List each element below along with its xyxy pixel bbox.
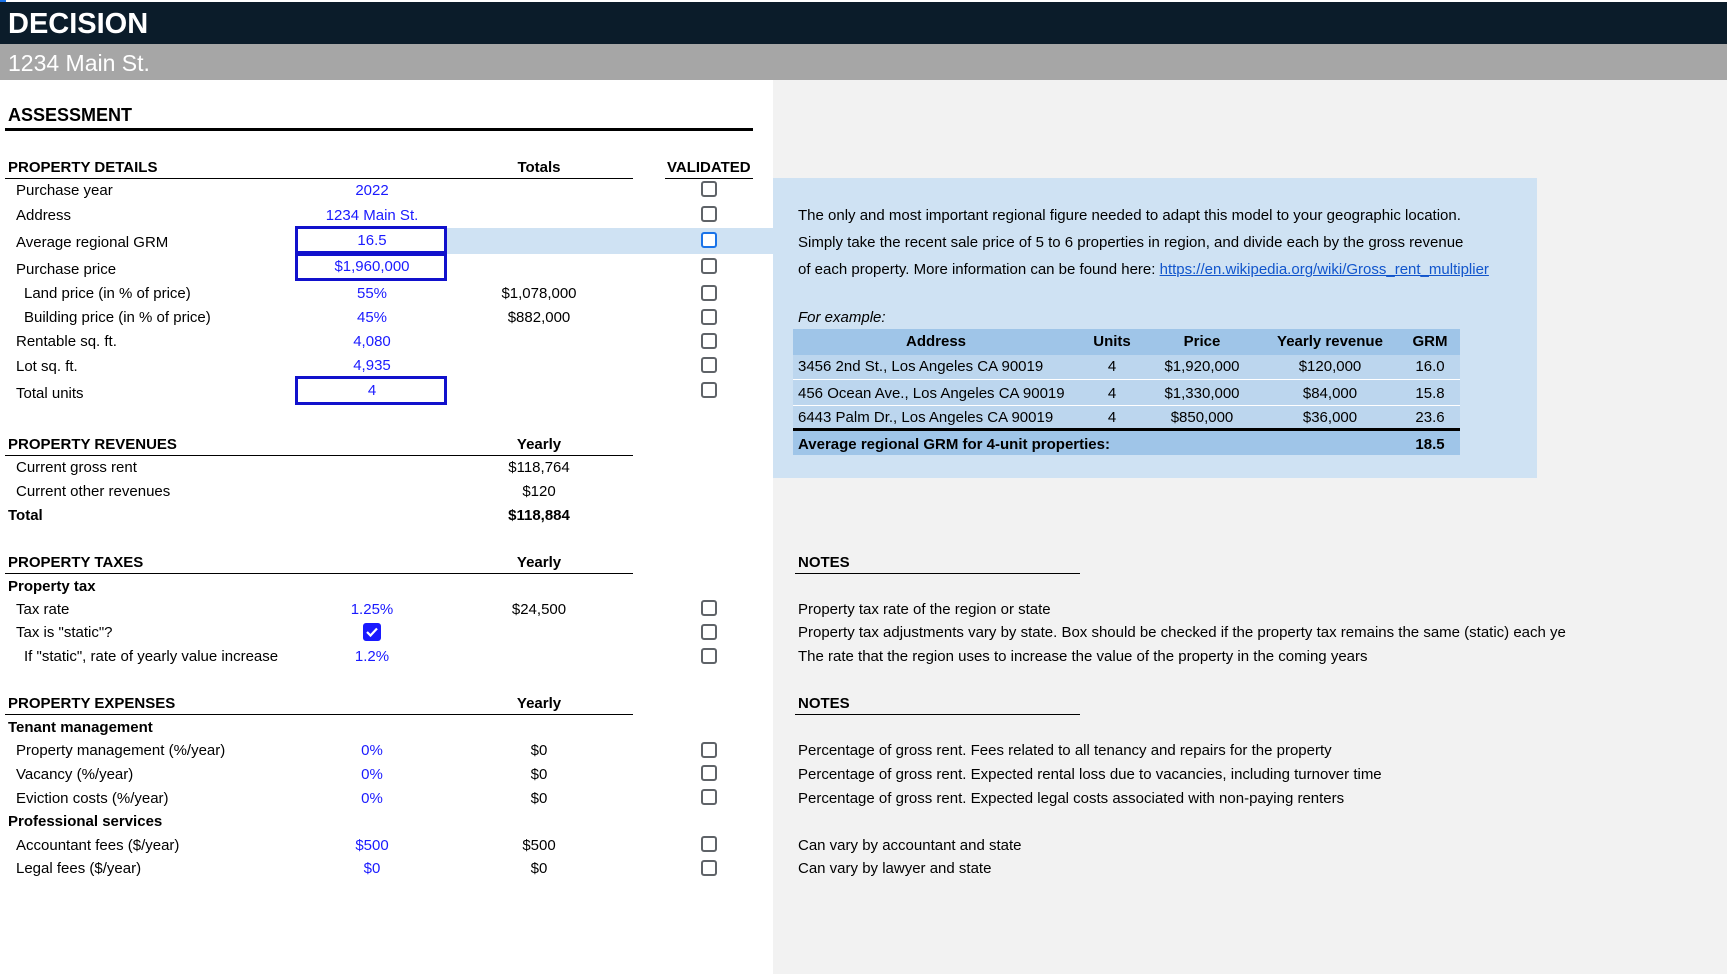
example-row-units: 4 xyxy=(1107,358,1117,375)
assessment-title: ASSESSMENT xyxy=(8,105,133,125)
purchase-year-input[interactable]: 2022 xyxy=(355,182,389,199)
expenses-yearly-header: Yearly xyxy=(516,695,562,712)
grm-wiki-link[interactable]: https://en.wikipedia.org/wiki/Gross_rent_multiplier xyxy=(1159,261,1489,278)
header-bar xyxy=(0,2,1727,44)
notes-taxes-heading: NOTES xyxy=(798,554,850,571)
validated-checkbox[interactable] xyxy=(701,258,717,274)
purchase-price-input[interactable]: $1,960,000 xyxy=(334,258,410,275)
validated-checkbox[interactable] xyxy=(701,789,717,805)
row-label-accountant: Accountant fees ($/year) xyxy=(16,837,180,854)
validated-checkbox[interactable] xyxy=(701,181,717,197)
validated-checkbox[interactable] xyxy=(701,333,717,349)
row-label-lot-sqft: Lot sq. ft. xyxy=(16,358,78,375)
row-label-purchase-price: Purchase price xyxy=(16,261,117,278)
other-revenues-total: $120 xyxy=(522,483,556,500)
professional-services-subheading: Professional services xyxy=(8,813,163,830)
gross-rent-total: $118,764 xyxy=(508,459,570,476)
note-vacancy: Percentage of gross rent. Expected rental loss due to vacancies, including turnover time xyxy=(798,766,1382,783)
revenues-heading: PROPERTY REVENUES xyxy=(8,436,177,453)
page-title: DECISION xyxy=(8,8,149,40)
property-management-input[interactable]: 0% xyxy=(361,742,383,759)
example-row-units: 4 xyxy=(1107,385,1117,402)
example-col-grm: GRM xyxy=(1412,333,1448,350)
building-price-input[interactable]: 45% xyxy=(356,309,388,326)
eviction-total: $0 xyxy=(530,790,548,807)
validated-checkbox[interactable] xyxy=(701,648,717,664)
details-rule xyxy=(5,178,633,179)
validated-checkbox[interactable] xyxy=(701,309,717,325)
tax-rate-total: $24,500 xyxy=(511,601,567,618)
total-units-input[interactable]: 4 xyxy=(367,382,377,399)
vacancy-input[interactable]: 0% xyxy=(361,766,383,783)
taxes-heading: PROPERTY TAXES xyxy=(8,554,144,571)
note-eviction: Percentage of gross rent. Expected legal costs associated with non-paying renters xyxy=(798,790,1345,807)
example-label: For example: xyxy=(798,309,886,326)
notes-taxes-rule xyxy=(795,573,1080,574)
validated-checkbox[interactable] xyxy=(701,860,717,876)
validated-checkbox[interactable] xyxy=(701,742,717,758)
validated-checkbox[interactable] xyxy=(701,382,717,398)
validated-checkbox[interactable] xyxy=(701,765,717,781)
validated-checkbox[interactable] xyxy=(701,357,717,373)
assessment-rule xyxy=(5,128,753,131)
validated-header: VALIDATED xyxy=(667,159,751,176)
validated-rule xyxy=(665,178,753,179)
property-details-heading: PROPERTY DETAILS xyxy=(8,159,158,176)
row-label-purchase-year: Purchase year xyxy=(16,182,113,199)
checkmark-icon xyxy=(365,625,379,639)
subheader-bar xyxy=(0,44,1727,80)
grm-info-line-3 xyxy=(798,261,1489,279)
row-label-gross-rent: Current gross rent xyxy=(16,459,137,476)
validated-checkbox[interactable] xyxy=(701,836,717,852)
rentable-sqft-input[interactable]: 4,080 xyxy=(353,333,391,350)
example-row-grm: 23.6 xyxy=(1415,409,1445,426)
row-label-tax-rate: Tax rate xyxy=(16,601,70,618)
expenses-rule xyxy=(5,714,633,715)
revenues-rule xyxy=(5,455,633,456)
row-label-other-revenues: Current other revenues xyxy=(16,483,171,500)
example-row-address: 456 Ocean Ave., Los Angeles CA 90019 xyxy=(798,385,1065,402)
note-property-management: Percentage of gross rent. Fees related to all tenancy and repairs for the property xyxy=(798,742,1332,759)
taxes-yearly-header: Yearly xyxy=(516,554,562,571)
address-input[interactable]: 1234 Main St. xyxy=(325,207,419,224)
grm-info-line-1: The only and most important regional figure needed to adapt this model to your geographic location. xyxy=(798,207,1461,224)
validated-checkbox[interactable] xyxy=(701,600,717,616)
legal-input[interactable]: $0 xyxy=(363,860,381,877)
note-legal: Can vary by lawyer and state xyxy=(798,860,992,877)
validated-checkbox[interactable] xyxy=(701,206,717,222)
example-row-grm: 16.0 xyxy=(1415,358,1445,375)
revenues-total-value: $118,884 xyxy=(508,507,570,524)
example-row-units: 4 xyxy=(1107,409,1117,426)
example-row-revenue: $84,000 xyxy=(1302,385,1358,402)
building-price-total: $882,000 xyxy=(507,309,571,326)
property-management-total: $0 xyxy=(530,742,548,759)
row-label-building-price: Building price (in % of price) xyxy=(24,309,211,326)
example-row-revenue: $120,000 xyxy=(1298,358,1362,375)
land-price-input[interactable]: 55% xyxy=(356,285,388,302)
revenues-yearly-header: Yearly xyxy=(516,436,562,453)
validated-checkbox[interactable] xyxy=(701,624,717,640)
example-row-divider xyxy=(793,405,1460,406)
example-row-price: $1,920,000 xyxy=(1164,358,1240,375)
tax-rate-input[interactable]: 1.25% xyxy=(350,601,394,618)
row-label-eviction: Eviction costs (%/year) xyxy=(16,790,169,807)
land-price-total: $1,078,000 xyxy=(501,285,577,302)
vacancy-total: $0 xyxy=(530,766,548,783)
example-row-price: $850,000 xyxy=(1170,409,1234,426)
grm-input[interactable]: 16.5 xyxy=(357,232,387,249)
expenses-heading: PROPERTY EXPENSES xyxy=(8,695,176,712)
row-label-land-price: Land price (in % of price) xyxy=(24,285,191,302)
validated-checkbox[interactable] xyxy=(701,285,717,301)
row-label-vacancy: Vacancy (%/year) xyxy=(16,766,134,783)
example-avg-value: 18.5 xyxy=(1415,436,1445,453)
grm-row-highlight xyxy=(446,228,773,254)
grm-info-line-2: Simply take the recent sale price of 5 to 6 properties in region, and divide each by the gross revenue xyxy=(798,234,1464,251)
note-accountant: Can vary by accountant and state xyxy=(798,837,1022,854)
accountant-input[interactable]: $500 xyxy=(355,837,389,854)
row-label-legal: Legal fees ($/year) xyxy=(16,860,142,877)
note-value-increase: The rate that the region uses to increase the value of the property in the coming years xyxy=(798,648,1368,665)
row-label-tax-static: Tax is "static"? xyxy=(16,624,113,641)
grm-info-line-3-text: of each property. More information can be found here: xyxy=(798,261,1160,278)
value-increase-input[interactable]: 1.2% xyxy=(354,648,390,665)
example-row-grm: 15.8 xyxy=(1415,385,1445,402)
page-subtitle: 1234 Main St. xyxy=(8,50,150,76)
row-label-property-management: Property management (%/year) xyxy=(16,742,226,759)
accountant-total: $500 xyxy=(522,837,556,854)
notes-expenses-rule xyxy=(795,714,1080,715)
example-row-price: $1,330,000 xyxy=(1164,385,1240,402)
example-col-units: Units xyxy=(1093,333,1131,350)
eviction-input[interactable]: 0% xyxy=(361,790,383,807)
note-tax-rate: Property tax rate of the region or state xyxy=(798,601,1051,618)
row-label-rentable-sqft: Rentable sq. ft. xyxy=(16,333,117,350)
row-label-total-units: Total units xyxy=(16,385,84,402)
legal-total: $0 xyxy=(530,860,548,877)
totals-header: Totals xyxy=(517,159,561,176)
property-tax-subheading: Property tax xyxy=(8,578,96,595)
example-row-address: 3456 2nd St., Los Angeles CA 90019 xyxy=(798,358,1044,375)
example-row-address: 6443 Palm Dr., Los Angeles CA 90019 xyxy=(798,409,1054,426)
row-label-grm: Average regional GRM xyxy=(16,234,169,251)
example-col-revenue: Yearly revenue xyxy=(1277,333,1383,350)
note-tax-static: Property tax adjustments vary by state. Box should be checked if the property tax remains the same (static) each ye xyxy=(798,624,1566,641)
tenant-management-subheading: Tenant management xyxy=(8,719,153,736)
example-col-price: Price xyxy=(1183,333,1221,350)
revenues-total-label: Total xyxy=(8,507,43,524)
row-label-address: Address xyxy=(16,207,72,224)
example-row-divider xyxy=(793,379,1460,380)
validated-checkbox[interactable] xyxy=(701,232,717,248)
tax-static-checkbox[interactable] xyxy=(363,623,381,641)
example-avg-label: Average regional GRM for 4-unit properties: xyxy=(798,436,1110,453)
lot-sqft-input[interactable]: 4,935 xyxy=(353,357,391,374)
example-col-address: Address xyxy=(905,333,967,350)
example-row-revenue: $36,000 xyxy=(1302,409,1358,426)
notes-expenses-heading: NOTES xyxy=(798,695,850,712)
taxes-rule xyxy=(5,573,633,574)
row-label-value-increase: If "static", rate of yearly value increase xyxy=(24,648,279,665)
